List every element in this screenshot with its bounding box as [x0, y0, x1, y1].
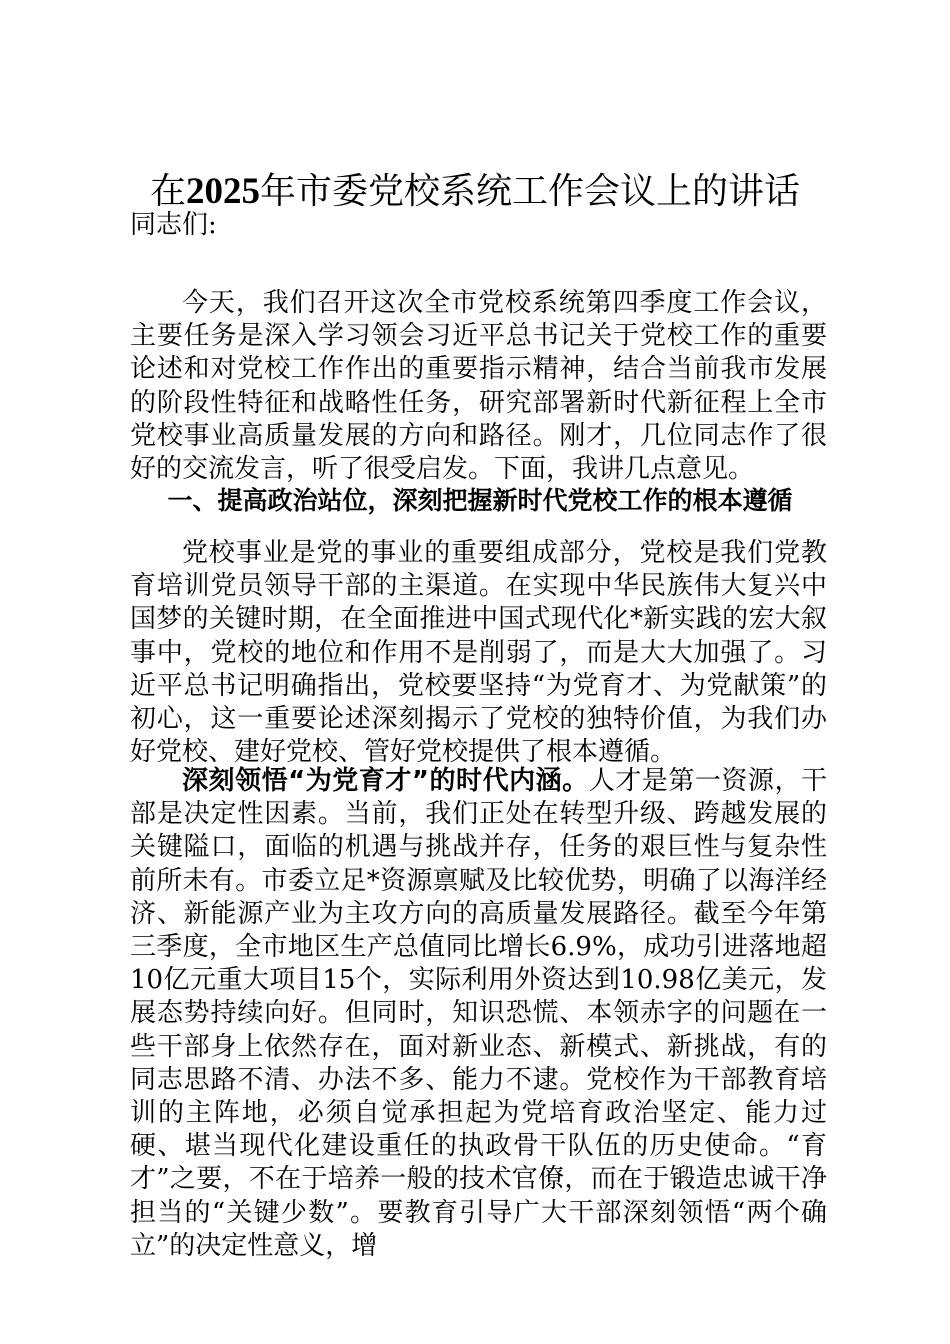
intro-block [130, 287, 827, 486]
title-year: 2025 [186, 171, 260, 212]
title-prefix: 在 [149, 171, 186, 212]
point1-block [130, 765, 827, 1263]
point1-lead: 深刻领悟“为党育才”的时代内涵。 [182, 766, 589, 796]
intro-paragraph: 今天，我们召开这次全市党校系统第四季度工作会议，主要任务是深入学习领会习近平总书记关于党校工作的重要论述和对党校工作作出的重要指示精神，结合当前我市发展的阶段性特征和战略性任务，研究部署新时代新征程上全市党校事业高质量发展的方向和路径。刚才，几位同志作了很好的交流发言，听了很受启发。下面，我讲几点意见。 [130, 288, 827, 485]
section1-block [130, 537, 827, 769]
section1-paragraph: 党校事业是党的事业的重要组成部分，党校是我们党教育培训党员领导干部的主渠道。在实现中华民族伟大复兴中国梦的关键时期，在全面推进中国式现代化*新实践的宏大叙事中，党校的地位和作用不是削弱了，而是大大加强了。习近平总书记明确指出，党校要坚持“为党育才、为党献策”的初心，这一重要论述深刻揭示了党校的独特价值，为我们办好党校、建好党校、管好党校提供了根本遵循。 [130, 538, 827, 768]
point1-paragraph [130, 765, 827, 1263]
title-suffix: 年市委党校系统工作会议上的讲话 [260, 171, 801, 212]
section-heading-1: 一、提高政治站位，深刻把握新时代党校工作的根本遵循 [167, 486, 793, 515]
greeting: 同志们: [130, 210, 217, 240]
point1-text: 人才是第一资源，干部是决定性因素。当前，我们正处在转型升级、跨越发展的关键隘口，面临的机遇与挑战并存，任务的艰巨性与复杂性前所未有。市委立足*资源禀赋及比较优势，明确了以海洋经济、新能源产业为主攻方向的高质量发展路径。截至今年第三季度，全市地区生产总值同比增长6.9%，成功引进落地超10亿元重大项目15个，实际利用外资达到10.98亿美元，发展态势持续向好。但同时，知识恐慌、本领赤字的问题在一些干部身上依然存在，面对新业态、新模式、新挑战，有的同志思路不清、办法不多、能力不逮。党校作为干部教育培训的主阵地，必须自觉承担起为党培育政治坚定、能力过硬、堪当现代化建设重任的执政骨干队伍的历史使命。“育才”之要，不在于培养一般的技术官僚，而在于锻造忠诚干净担当的“关键少数”。要教育引导广大干部深刻领悟“两个确立”的决定性意义，增 [130, 766, 827, 1261]
